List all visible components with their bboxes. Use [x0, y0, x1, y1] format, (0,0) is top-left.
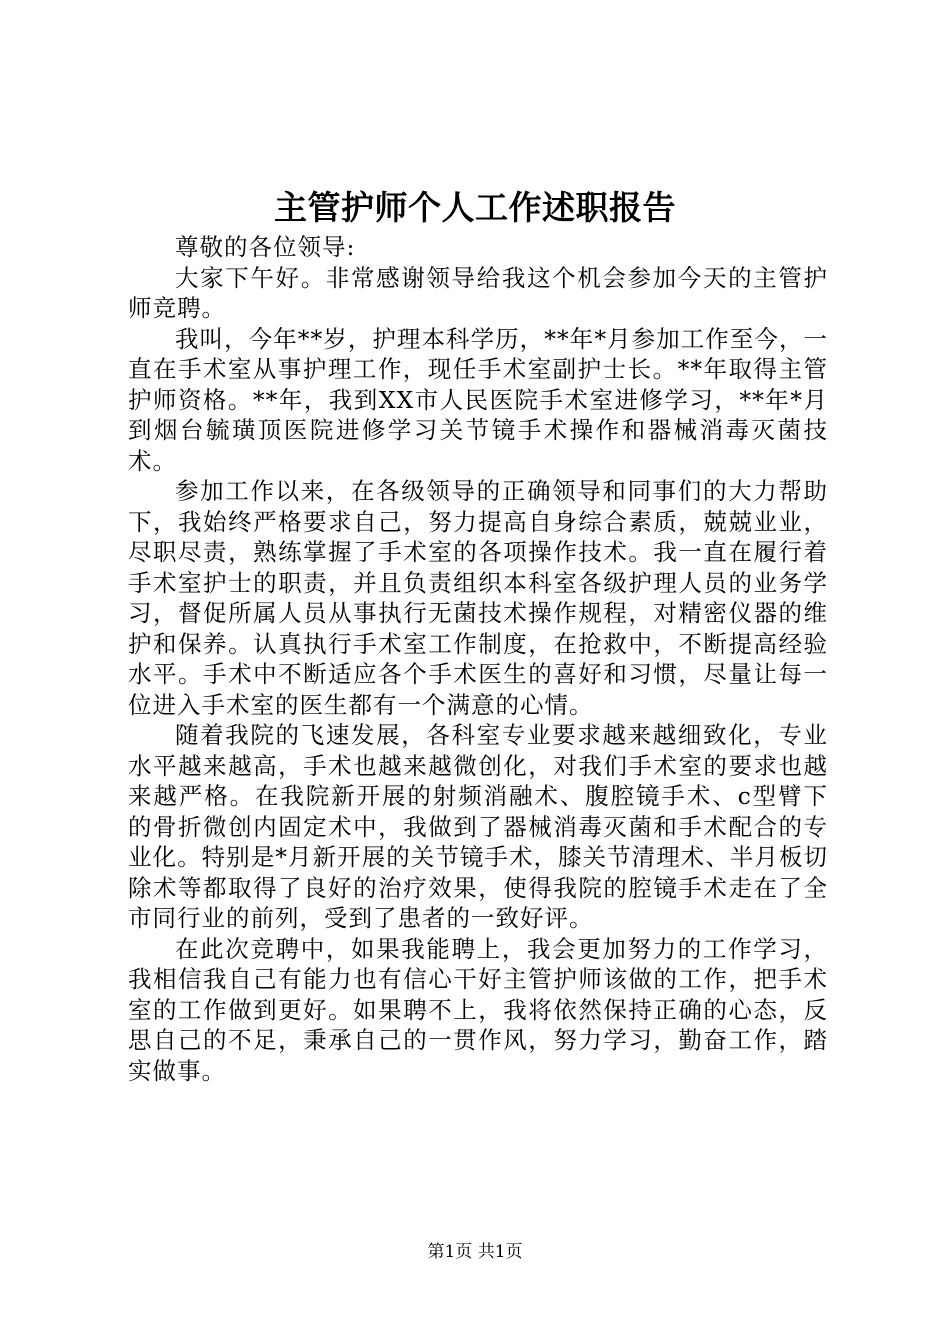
paragraph-conclusion: 在此次竞聘中，如果我能聘上，我会更加努力的工作学习，我相信我自己有能力也有信心干好主管护师该做的工作，把手术室的工作做到更好。如果聘不上，我将依然保持正确的心态，反思自己的不足，秉承自己的一贯作风，努力学习，勤奋工作，踏实做事。 — [128, 934, 828, 1085]
page-footer: 第1页 共1页 — [427, 1242, 523, 1262]
paragraph-development: 随着我院的飞速发展，各科室专业要求越来越细致化，专业水平越来越高，手术也越来越微创化，对我们手术室的要求也越来越严格。在我院新开展的射频消融术、腹腔镜手术、c型臂下的骨折微创内固定术中，我做到了器械消毒灭菌和手术配合的专业化。特别是*月新开展的关节镜手术，膝关节清理术、半月板切除术等都取得了良好的治疗效果，使得我院的腔镜手术走在了全市同行业的前列，受到了患者的一致好评。 — [128, 721, 828, 932]
document-title: 主管护师个人工作述职报告 — [274, 188, 676, 227]
document-body — [128, 232, 828, 1086]
paragraph-greeting: 大家下午好。非常感谢领导给我这个机会参加今天的主管护师竞聘。 — [128, 263, 828, 322]
paragraph-introduction: 我叫，今年**岁，护理本科学历，**年*月参加工作至今，一直在手术室从事护理工作，现任手术室副护士长。**年取得主管护师资格。**年，我到XX市人民医院手术室进修学习，**年*月到烟台毓璜顶医院进修学习关节镜手术操作和器械消毒灭菌技术。 — [128, 324, 828, 475]
salutation: 尊敬的各位领导: — [175, 233, 356, 261]
paragraph-work-experience: 参加工作以来，在各级领导的正确领导和同事们的大力帮助下，我始终严格要求自己，努力提高自身综合素质，兢兢业业，尽职尽责，熟练掌握了手术室的各项操作技术。我一直在履行着手术室护士的职责，并且负责组织本科室各级护理人员的业务学习，督促所属人员从事执行无菌技术操作规程，对精密仪器的维护和保养。认真执行手术室工作制度，在抢救中，不断提高经验水平。手术中不断适应各个手术医生的喜好和习惯，尽量让每一位进入手术室的医生都有一个满意的心情。 — [128, 477, 828, 719]
